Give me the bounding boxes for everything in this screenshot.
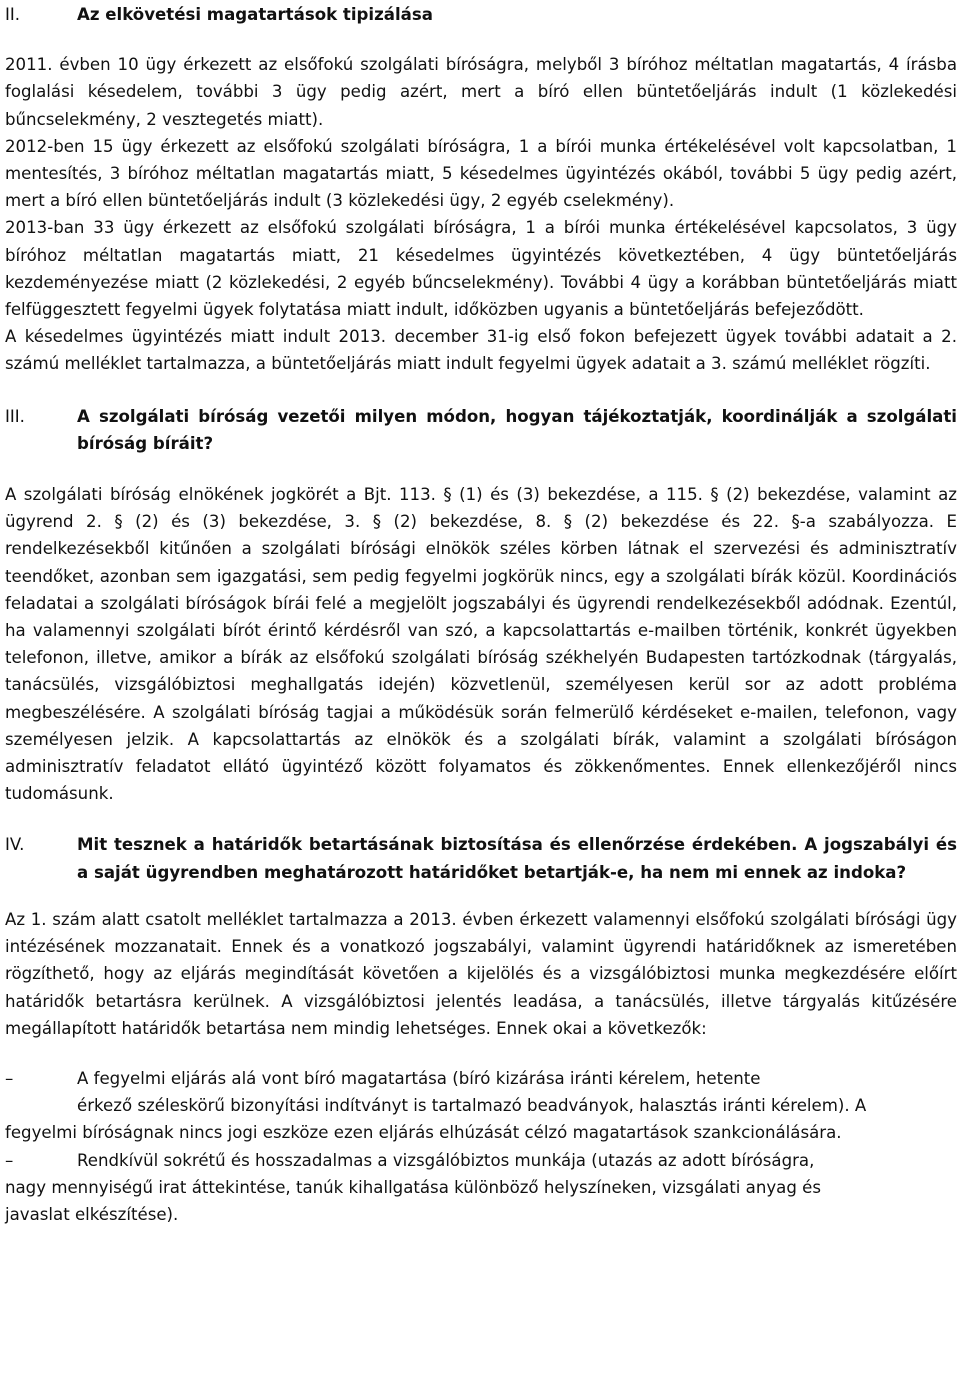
bullet-line: nagy mennyiségű irat áttekintése, tanúk kihallgatása különböző helyszíneken, vizsgálati anyag és — [5, 1177, 821, 1197]
section-heading-3 — [5, 403, 957, 457]
bullet-item — [5, 1147, 957, 1229]
dash-bullet: – — [5, 1150, 14, 1170]
section-number: IV. — [5, 835, 25, 855]
paragraph-2011: 2011. évben 10 ügy érkezett az elsőfokú szolgálati bíróságra, melyből 3 bíróhoz méltatlan magatartás, 4 írásba foglalási késedelem, további 3 ügy pedig azért, mert a bíró ellen büntetőeljárás indult (1 közlekedési bűncselekmény, 2 vesztegetés miatt). — [5, 55, 957, 129]
bullet-item — [5, 1065, 957, 1147]
document-page — [5, 0, 957, 1228]
bullet-line: javaslat elkészítése). — [5, 1204, 179, 1224]
section-heading-4 — [5, 831, 957, 885]
paragraph-delays: A késedelmes ügyintézés miatt indult 2013. december 31-ig első fokon befejezett ügyek további adatait a 2. számú melléklet tartalmazza, a büntetőeljárás miatt indult fegyelmi ügyek adatait a 3. számú melléklet rögzíti. — [5, 327, 957, 374]
section-number: III. — [5, 406, 25, 426]
section-number: II. — [5, 5, 21, 24]
paragraph-2012: 2012-ben 15 ügy érkezett az elsőfokú szolgálati bíróságra, 1 a bírói munka értékelésével volt kapcsolatban, 1 mentesítés, 3 bíróhoz méltatlan magatartás miatt, 5 késedelmes ügyintézés okából, további 5 ügy pedig azért, mert a bíró ellen büntetőeljárás indult (3 közlekedési ügy, 2 egyéb cselekmény). — [5, 136, 957, 211]
section-title: Mit tesznek a határidők betartásának biztosítása és ellenőrzése érdekében. A jogszabályi és a saját ügyrendben meghatározott határidőket betartják-e, ha nem mi ennek az indoka? — [77, 835, 957, 882]
section-heading-2 — [5, 1, 957, 28]
section-title: Az elkövetési magatartások tipizálása — [77, 5, 433, 24]
bullet-line: A fegyelmi eljárás alá vont bíró magatartása (bíró kizárása iránti kérelem, hetente — [77, 1068, 761, 1088]
paragraph-deadlines: Az 1. szám alatt csatolt melléklet tartalmazza a 2013. évben érkezett valamennyi elsőfokú szolgálati bírósági ügy intézésének mozzanatait. Ennek és a vonatkozó jogszabályi, valamint ügyrendi határidőknek az ismeretében rögzíthető, hogy az eljárás megindítását követően a kijelölés és a vizsgálóbiztosi munka megkezdésére előírt határidők betartásra kerülnek. A vizsgálóbiztosi jelentés leadása, a tanácsülés, illetve tárgyalás kitűzésére megállapított határidők betartása nem mindig lehetséges. Ennek okai a következők: — [5, 909, 957, 1038]
bullet-line: érkező széleskörű bizonyítási indítványt is tartalmazó beadványok, halasztás iránti kérelem). A — [77, 1096, 867, 1116]
dash-bullet: – — [5, 1068, 14, 1088]
paragraph-coordination: A szolgálati bíróság elnökének jogkörét a Bjt. 113. § (1) és (3) bekezdése, a 115. § (2) bekezdése, valamint az ügyrend 2. § (2) és (3) bekezdése, 3. § (2) bekezdése, 8. § (2) bekezdése és 22. §-a szabályozza. E rendelkezésekből kitűnően a szolgálati bírósági elnökök széles körben látnak el szervezési és adminisztratív teendőket, azonban sem igazgatási, sem pedig fegyelmi jogkörük nincs, egy a szolgálati bírák közül. Koordinációs feladatai a szolgálati bíróságok bírái felé a megjelölt jogszabályi és ügyrendi rendelkezésekből adódnak. Ezentúl, ha valamennyi szolgálati bírót érintő kérdésről van szó, a kapcsolattartás e-mailben történik, konkrét ügyekben telefonon, illetve, amikor a bírák az elsőfokú szolgálati bíróság székhelyén Budapesten tartózkodnak (tárgyalás, tanácsülés, vizsgálóbiztosi meghallgatás idején) közvetlenül, személyesen kerül sor az adott probléma megbeszélésére. A szolgálati bíróság tagjai a működésük során felmerülő kérdéseket e-mailen, telefonon, vagy személyesen jelzik. A kapcsolattartás az elnökök és a szolgálati bírák, valamint a szolgálati bíróságon adminisztratív feladatot ellátó ügyintéző között folyamatos és zökkenőmentes. Ennek ellenkezőjéről nincs tudomásunk. — [5, 485, 957, 804]
section-title: A szolgálati bíróság vezetői milyen módon, hogyan tájékoztatják, koordinálják a szolgálati bíróság bíráit? — [77, 406, 957, 453]
bullet-line: fegyelmi bíróságnak nincs jogi eszköze ezen eljárás elhúzását célzó magatartások szankcionálására. — [5, 1123, 842, 1143]
paragraph-2013: 2013-ban 33 ügy érkezett az elsőfokú szolgálati bíróságra, 1 a bírói munka értékelésével kapcsolatos, 3 ügy bíróhoz méltatlan magatartás miatt, 21 késedelmes ügyintézés következtében, 4 ügy büntetőeljárás kezdeményezése miatt (2 közlekedési, 2 egyéb bűncselekmény). További 4 ügy a korábban büntetőeljárás miatt felfüggesztett fegyelmi ügyek folytatása miatt indult, időközben ugyanis a büntetőeljárás befejeződött. — [5, 218, 957, 320]
bullet-line: Rendkívül sokrétű és hosszadalmas a vizsgálóbiztos munkája (utazás az adott bíróságra, — [77, 1150, 815, 1170]
